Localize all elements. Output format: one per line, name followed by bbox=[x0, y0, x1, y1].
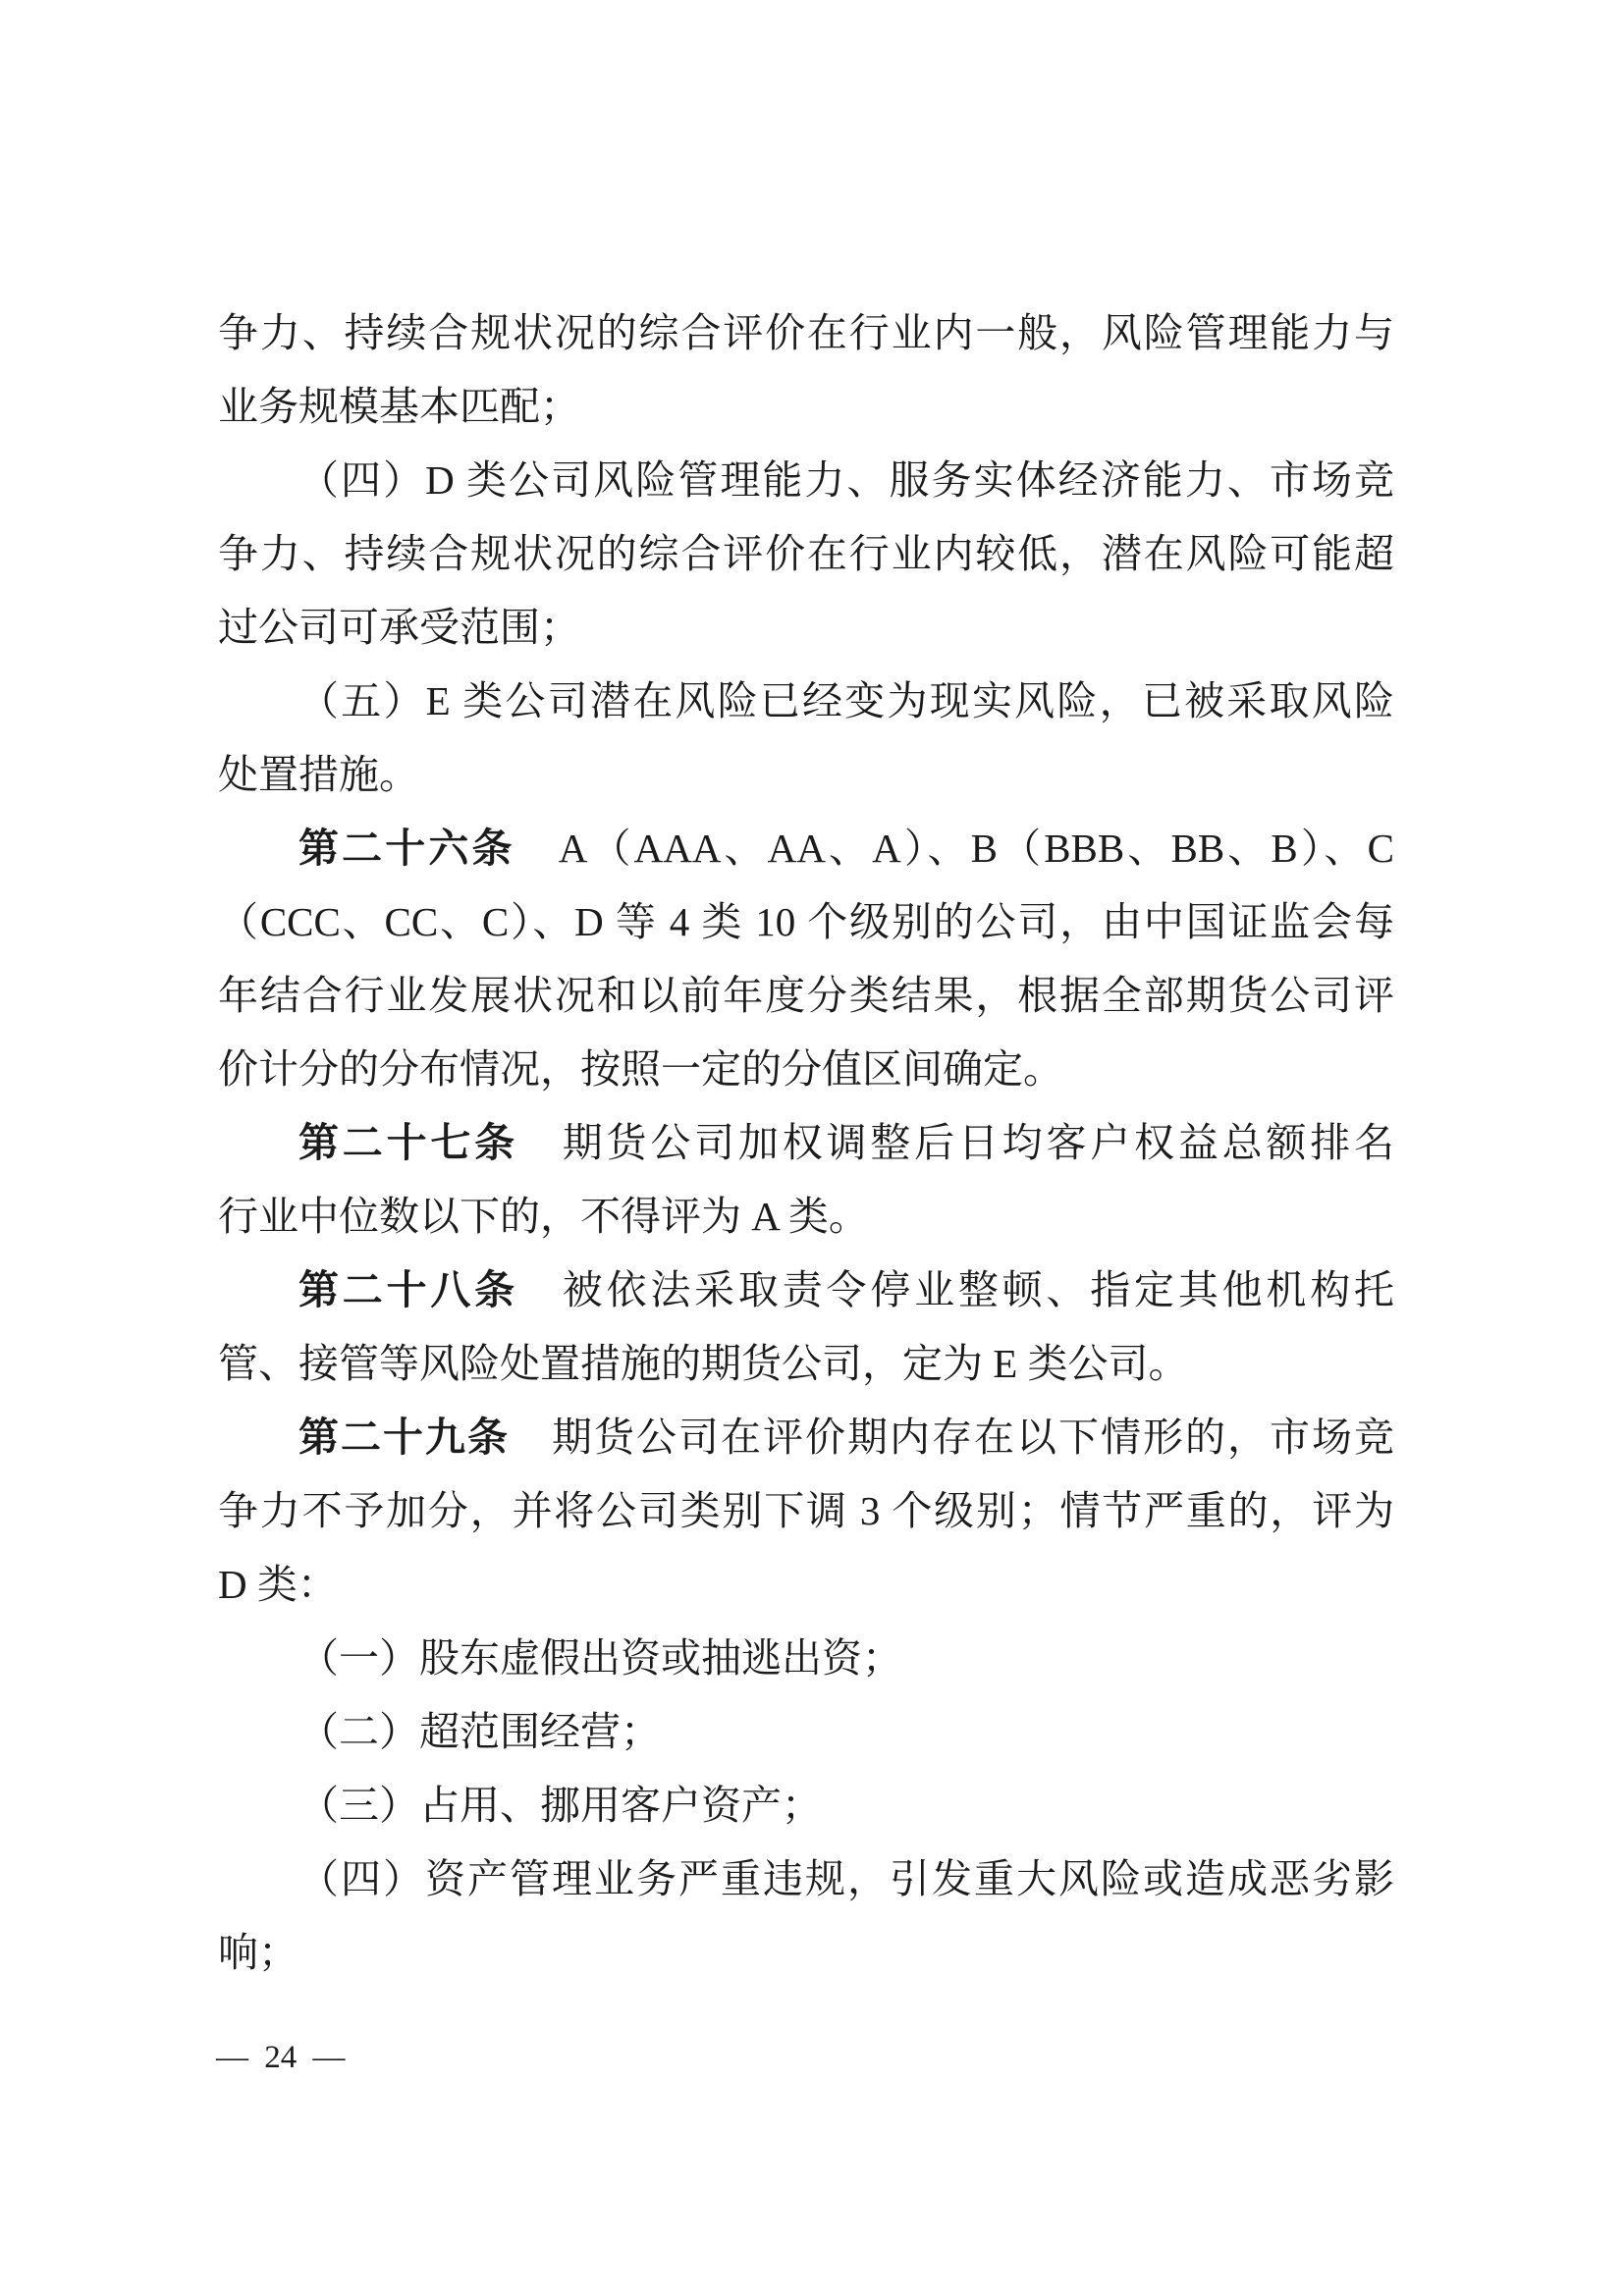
text-line bbox=[218, 1254, 1394, 1327]
line-text: 业务规模基本匹配； bbox=[218, 384, 580, 429]
article-heading: 第二十八条 bbox=[298, 1267, 518, 1312]
line-text: 被依法采取责令停业整顿、指定其他机构托 bbox=[517, 1267, 1394, 1312]
page-number: — 24 — bbox=[216, 2040, 346, 2075]
text-line bbox=[218, 959, 1394, 1033]
text-line bbox=[218, 370, 1394, 444]
text-line bbox=[218, 1401, 1394, 1474]
page-footer bbox=[216, 2039, 346, 2078]
line-text: 期货公司加权调整后日均客户权益总额排名 bbox=[517, 1120, 1394, 1165]
text-line bbox=[218, 296, 1394, 370]
text-line bbox=[218, 665, 1394, 738]
line-text: 响； bbox=[218, 1930, 298, 1975]
text-line bbox=[218, 1548, 1394, 1622]
text-line bbox=[218, 1695, 1394, 1769]
text-line bbox=[218, 738, 1394, 812]
line-text: （三）占用、挪用客户资产； bbox=[298, 1783, 822, 1828]
line-text: D 类： bbox=[218, 1562, 338, 1607]
text-line bbox=[218, 1106, 1394, 1180]
article-heading: 第二十七条 bbox=[298, 1120, 518, 1165]
article-heading: 第二十九条 bbox=[298, 1415, 510, 1460]
text-line bbox=[218, 444, 1394, 517]
line-text: （四）资产管理业务严重违规，引发重大风险或造成恶劣影 bbox=[298, 1856, 1394, 1901]
line-text: （一）股东虚假出资或抽逃出资； bbox=[298, 1635, 902, 1681]
line-text: 过公司可承受范围； bbox=[218, 605, 580, 650]
line-text: 争力、持续合规状况的综合评价在行业内一般，风险管理能力与 bbox=[218, 310, 1394, 355]
text-line bbox=[218, 1327, 1394, 1401]
line-text: 行业中位数以下的，不得评为 A 类。 bbox=[218, 1194, 869, 1239]
line-text: 年结合行业发展状况和以前年度分类结果，根据全部期货公司评 bbox=[218, 973, 1394, 1018]
line-text: （四）D 类公司风险管理能力、服务实体经济能力、市场竞 bbox=[298, 457, 1394, 503]
line-text: （二）超范围经营； bbox=[298, 1709, 661, 1754]
text-line bbox=[218, 1769, 1394, 1842]
line-text: 管、接管等风险处置措施的期货公司，定为 E 类公司。 bbox=[218, 1341, 1189, 1386]
line-text: 争力不予加分，并将公司类别下调 3 个级别；情节严重的，评为 bbox=[218, 1488, 1394, 1533]
line-text: （CCC、CC、C）、D 等 4 类 10 个级别的公司，由中国证监会每 bbox=[218, 899, 1394, 944]
text-line bbox=[218, 1180, 1394, 1254]
text-line bbox=[218, 1474, 1394, 1548]
line-text: A（AAA、AA、A）、B（BBB、BB、B）、C bbox=[514, 826, 1394, 871]
line-text: 期货公司在评价期内存在以下情形的，市场竞 bbox=[510, 1415, 1394, 1460]
text-line bbox=[218, 812, 1394, 885]
line-text: 争力、持续合规状况的综合评价在行业内较低，潜在风险可能超 bbox=[218, 531, 1394, 576]
line-text: （五）E 类公司潜在风险已经变为现实风险，已被采取风险 bbox=[298, 678, 1394, 723]
line-text: 价计分的分布情况，按照一定的分值区间确定。 bbox=[218, 1046, 1063, 1092]
document-text bbox=[218, 296, 1394, 1990]
text-line bbox=[218, 1842, 1394, 1916]
text-line bbox=[218, 1033, 1394, 1106]
text-line bbox=[218, 591, 1394, 665]
text-line bbox=[218, 517, 1394, 591]
line-text: 处置措施。 bbox=[218, 752, 419, 797]
text-line bbox=[218, 885, 1394, 959]
article-heading: 第二十六条 bbox=[298, 826, 515, 871]
text-line bbox=[218, 1916, 1394, 1990]
text-line bbox=[218, 1622, 1394, 1695]
